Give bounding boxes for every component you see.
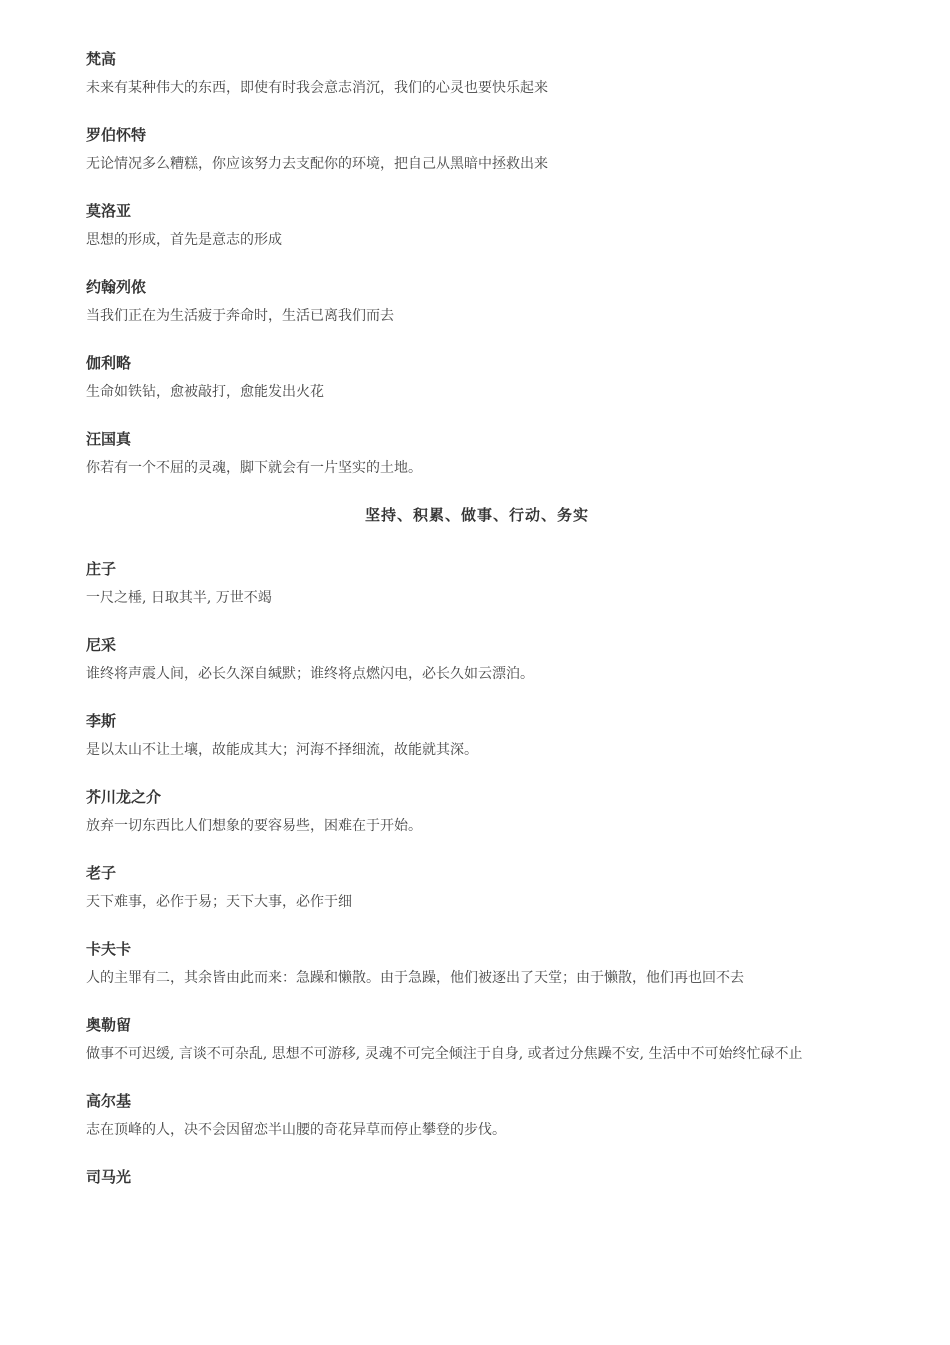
author-name: 约翰列侬 [86, 278, 147, 296]
author-name: 司马光 [86, 1168, 132, 1186]
quote-text: 你若有一个不屈的灵魂，脚下就会有一片坚实的土地。 [86, 460, 422, 476]
author-name: 卡夫卡 [86, 940, 132, 958]
quote-entry [86, 938, 868, 992]
author-name: 庄子 [86, 560, 117, 578]
quote-entry [86, 48, 868, 102]
author-name: 莫洛亚 [86, 202, 132, 220]
author-name: 罗伯怀特 [86, 126, 147, 144]
author-name: 芥川龙之介 [86, 788, 162, 806]
author-name: 尼采 [86, 636, 117, 654]
document-page [86, 48, 868, 1210]
quote-entry [86, 352, 868, 406]
author-name: 李斯 [86, 712, 117, 730]
author-name: 老子 [86, 864, 117, 882]
quote-text: 当我们正在为生活疲于奔命时，生活已离我们而去 [86, 308, 394, 324]
quote-entry [86, 786, 868, 840]
quote-entry [86, 428, 868, 482]
quote-entry [86, 862, 868, 916]
quote-entry [86, 124, 868, 178]
quote-entry [86, 200, 868, 254]
quote-entry [86, 1014, 868, 1068]
author-name: 奥勒留 [86, 1016, 132, 1034]
author-name: 汪国真 [86, 430, 132, 448]
quote-entry [86, 276, 868, 330]
quote-entry [86, 558, 868, 612]
quote-text: 思想的形成，首先是意志的形成 [86, 232, 282, 248]
quote-text: 做事不可迟缓, 言谈不可杂乱, 思想不可游移, 灵魂不可完全倾注于自身, 或者过分焦躁不安, 生活中不可始终忙碌不止 [86, 1046, 803, 1062]
author-name: 梵高 [86, 50, 117, 68]
author-name: 高尔基 [86, 1092, 132, 1110]
quote-text: 放弃一切东西比人们想象的要容易些，困难在于开始。 [86, 818, 422, 834]
quote-text: 一尺之棰, 日取其半, 万世不竭 [86, 590, 272, 606]
quote-text: 无论情况多么糟糕，你应该努力去支配你的环境，把自己从黑暗中拯救出来 [86, 156, 548, 172]
quote-text: 谁终将声震人间，必长久深自缄默；谁终将点燃闪电，必长久如云漂泊。 [86, 666, 534, 682]
quote-text: 人的主罪有二，其余皆由此而来：急躁和懒散。由于急躁，他们被逐出了天堂；由于懒散，他们再也回不去 [86, 970, 744, 986]
quote-text: 是以太山不让土壤，故能成其大；河海不择细流，故能就其深。 [86, 742, 478, 758]
author-name: 伽利略 [86, 354, 132, 372]
quote-text: 未来有某种伟大的东西，即使有时我会意志消沉，我们的心灵也要快乐起来 [86, 80, 548, 96]
quote-text: 天下难事，必作于易；天下大事，必作于细 [86, 894, 352, 910]
quote-text: 生命如铁钻，愈被敲打，愈能发出火花 [86, 384, 324, 400]
quote-entry [86, 1166, 868, 1188]
quote-entry [86, 634, 868, 688]
quote-entry [86, 710, 868, 764]
quote-text: 志在顶峰的人，决不会因留恋半山腰的奇花异草而停止攀登的步伐。 [86, 1122, 506, 1138]
section-heading: 坚持、积累、做事、行动、务实 [364, 506, 589, 524]
quote-entry [86, 1090, 868, 1144]
